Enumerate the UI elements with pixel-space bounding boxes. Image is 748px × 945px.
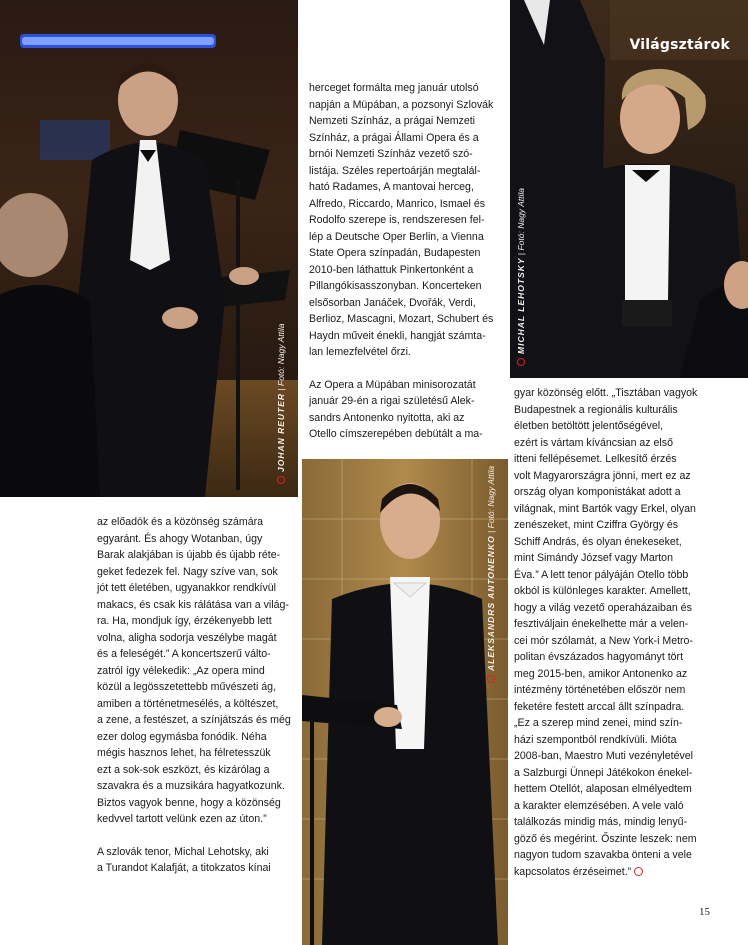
text-line: geket fedezek fel. Nagy szíve van, sok	[97, 565, 278, 578]
text-line: jót tett életében, ugyanakkor rendkívül	[97, 582, 277, 594]
text-line: brnói Nemzeti Színház vezető szó-	[309, 148, 473, 160]
text-line: nagyon tudom szavakba önteni a vele	[514, 849, 692, 861]
text-line: ra. Ha, mondjuk így, érzékenyebb lett	[97, 615, 272, 627]
text-line: január 29-én a rigai születésű Alek-	[309, 395, 475, 407]
article-column-top-middle	[309, 80, 505, 443]
caption-name: MICHAL LEHOTSKY	[516, 257, 526, 354]
text-line: Éva.” A lett tenor pályáján Otello több	[514, 568, 689, 581]
text-line: „Ez a szerep mind zenei, mind szín-	[514, 717, 683, 729]
text-line: hogy a világ vezető operaházaiban és	[514, 601, 692, 614]
caption-johan-reuter: JOHAN REUTER | Fotó: Nagy Attila	[276, 323, 286, 484]
text-line: ország olyan komponistákat adott a	[514, 486, 681, 498]
photo-michal-lehotsky	[510, 0, 748, 378]
text-line: volt Magyarországra jönni, mert ez az	[514, 469, 691, 482]
text-line: amiben a történetmesélés, a költészet,	[97, 697, 279, 710]
text-line: Otello címszerepében debütált a ma-	[309, 428, 483, 440]
paragraph-gap	[309, 361, 505, 377]
text-line: volna, aligha sodorja veszélybe magát	[97, 631, 277, 644]
text-line: herceget formálta meg január utolsó	[309, 82, 479, 94]
caption-credit: Fotó: Nagy Attila	[516, 187, 526, 251]
text-line: Nemzeti Színház, a prágai Nemzeti	[309, 115, 476, 127]
article-end-mark-icon	[634, 867, 643, 876]
text-line: ezer dolog egymásba fonódik. Néha	[97, 730, 267, 743]
text-line: életben betöltött jelentőségével,	[514, 420, 664, 432]
text-line: göző és megérint. Őszinte leszek: nem	[514, 832, 697, 845]
caption-michal-lehotsky: MICHAL LEHOTSKY | Fotó: Nagy Attila	[516, 188, 526, 366]
caption-name: JOHAN REUTER	[276, 392, 286, 472]
text-line: ezért is vártam kíváncsian az első	[514, 436, 673, 449]
text-line: házi szempontból rendkívüli. Mióta	[514, 733, 677, 746]
photo-johan-reuter-image	[0, 0, 298, 497]
text-line: kapcsolatos érzéseimet.”	[514, 865, 632, 878]
text-line: State Opera színpadán, Budapesten	[309, 247, 481, 259]
section-label: Világsztárok	[629, 37, 730, 53]
text-line: Pillangókisasszonyban. Koncerteken	[309, 280, 482, 292]
caption-marker-icon	[487, 675, 495, 683]
text-line: közül a legösszetettebb művészeti ág,	[97, 681, 277, 693]
text-line: feketére festett arccal állt színpadra.	[514, 700, 685, 713]
text-line: a Salzburgi Ünnepi Játékokon énekel-	[514, 766, 693, 779]
text-line: meg 2015-ben, amikor Antonenko az	[514, 667, 688, 680]
text-line: találkozás mindig más, mindig lenyű-	[514, 816, 688, 828]
text-line: Színház, a prágai Állami Opera és a	[309, 131, 479, 144]
caption-marker-icon	[517, 358, 525, 366]
text-line: a Turandot Kalafját, a titokzatos kínai	[97, 862, 271, 874]
text-line: az előadók és a közönség számára	[97, 516, 264, 528]
text-line: gyar közönség előtt. „Tisztában vagyok	[514, 387, 698, 399]
text-line: világnak, mint Bartók vagy Erkel, olyan	[514, 502, 696, 515]
text-line: lan lemezfelvétel őrzi.	[309, 346, 411, 358]
photo-aleksandrs-antonenko	[302, 459, 508, 945]
text-line: Biztos vagyok benne, hogy a közönség	[97, 796, 281, 809]
text-line: hettem Otellót, alaposan elmélyedtem	[514, 783, 692, 795]
text-line: makacs, és csak kis rálátása van a világ-	[97, 598, 289, 611]
text-line: 2008-ban, Maestro Muti vezényletével	[514, 750, 694, 762]
text-line: a karakter elemzésében. A vele való	[514, 799, 684, 812]
text-line: mégis hasznos lehet, ha félretesszük	[97, 747, 271, 759]
article-column-left	[97, 514, 293, 877]
page-number: 15	[699, 906, 710, 918]
caption-credit: Fotó: Nagy Attila	[486, 465, 496, 529]
text-line: elsősorban Janáček, Dvořák, Verdi,	[309, 296, 476, 309]
paragraph-gap	[97, 828, 293, 844]
text-line: Schiff András, és olyan énekeseket,	[514, 535, 682, 548]
photo-aleksandrs-antonenko-image	[302, 459, 508, 945]
caption-name: ALEKSANDRS ANTONENKO	[486, 535, 496, 671]
text-line: Haydn műveit énekli, hangját számta-	[309, 329, 486, 342]
text-line: fesztiváljain énekelhette már a velen-	[514, 618, 689, 630]
text-line: napján a Müpában, a pozsonyi Szlovák	[309, 98, 494, 111]
text-line: Alfredo, Riccardo, Manrico, Ismael és	[309, 197, 486, 210]
text-line: zenészeket, mint Cziffra György és	[514, 519, 679, 531]
text-line: ezt a sok-sok eszközt, és kizárólag a	[97, 763, 270, 776]
photo-johan-reuter	[0, 0, 298, 497]
text-line: egyaránt. És ahogy Wotanban, úgy	[97, 532, 263, 545]
text-line: szavakra és a muzsikára hagyatkozunk.	[97, 780, 285, 792]
caption-aleksandrs-antonenko: ALEKSANDRS ANTONENKO | Fotó: Nagy Attila	[486, 466, 496, 683]
text-line-final	[514, 864, 714, 881]
text-line: ható Radames, A mantovai herceg,	[309, 181, 474, 193]
text-line: intézmény történetében először nem	[514, 684, 686, 696]
text-line: sandrs Antonenko nyitotta, aki az	[309, 411, 465, 424]
text-line: Az Opera a Müpában minisorozatát	[309, 378, 476, 391]
text-line: okból is különleges karakter. Amellett,	[514, 585, 691, 597]
text-line: a zene, a festészet, a színjátszás és még	[97, 714, 291, 726]
text-line: lép a Deutsche Oper Berlin, a Vienna	[309, 230, 484, 243]
text-line: itteni fellépésemet. Lelkesítő érzés	[514, 453, 677, 465]
text-line: A szlovák tenor, Michal Lehotsky, aki	[97, 845, 269, 858]
text-line: zatról így vélekedik: „Az opera mind	[97, 664, 265, 677]
text-line: mint Simándy József vagy Marton	[514, 552, 673, 564]
photo-michal-lehotsky-image	[510, 0, 748, 378]
text-line: Rodolfo szerepe is, rendszeresen fel-	[309, 214, 485, 226]
text-line: politan évszázados hagyományt tört	[514, 651, 684, 663]
text-line: és a feleségét.” A koncertszerű válto-	[97, 648, 271, 660]
text-line: Barak alakjában is újabb és újabb réte-	[97, 549, 281, 561]
article-column-right	[514, 385, 714, 880]
text-line: Berlioz, Mascagni, Mozart, Schubert és	[309, 313, 494, 325]
text-line: Budapestnek a regionális kulturális	[514, 403, 678, 416]
caption-marker-icon	[277, 476, 285, 484]
text-line: cei mór szólamát, a New York-i Metro-	[514, 634, 693, 647]
caption-credit: Fotó: Nagy Attila	[276, 323, 286, 386]
text-line: 2010-ben láthattuk Pinkertonként a	[309, 263, 474, 276]
text-line: kedvvel tartott velünk ezen az úton.”	[97, 813, 267, 825]
text-line: listája. Széles repertoárján megtalál-	[309, 164, 481, 177]
